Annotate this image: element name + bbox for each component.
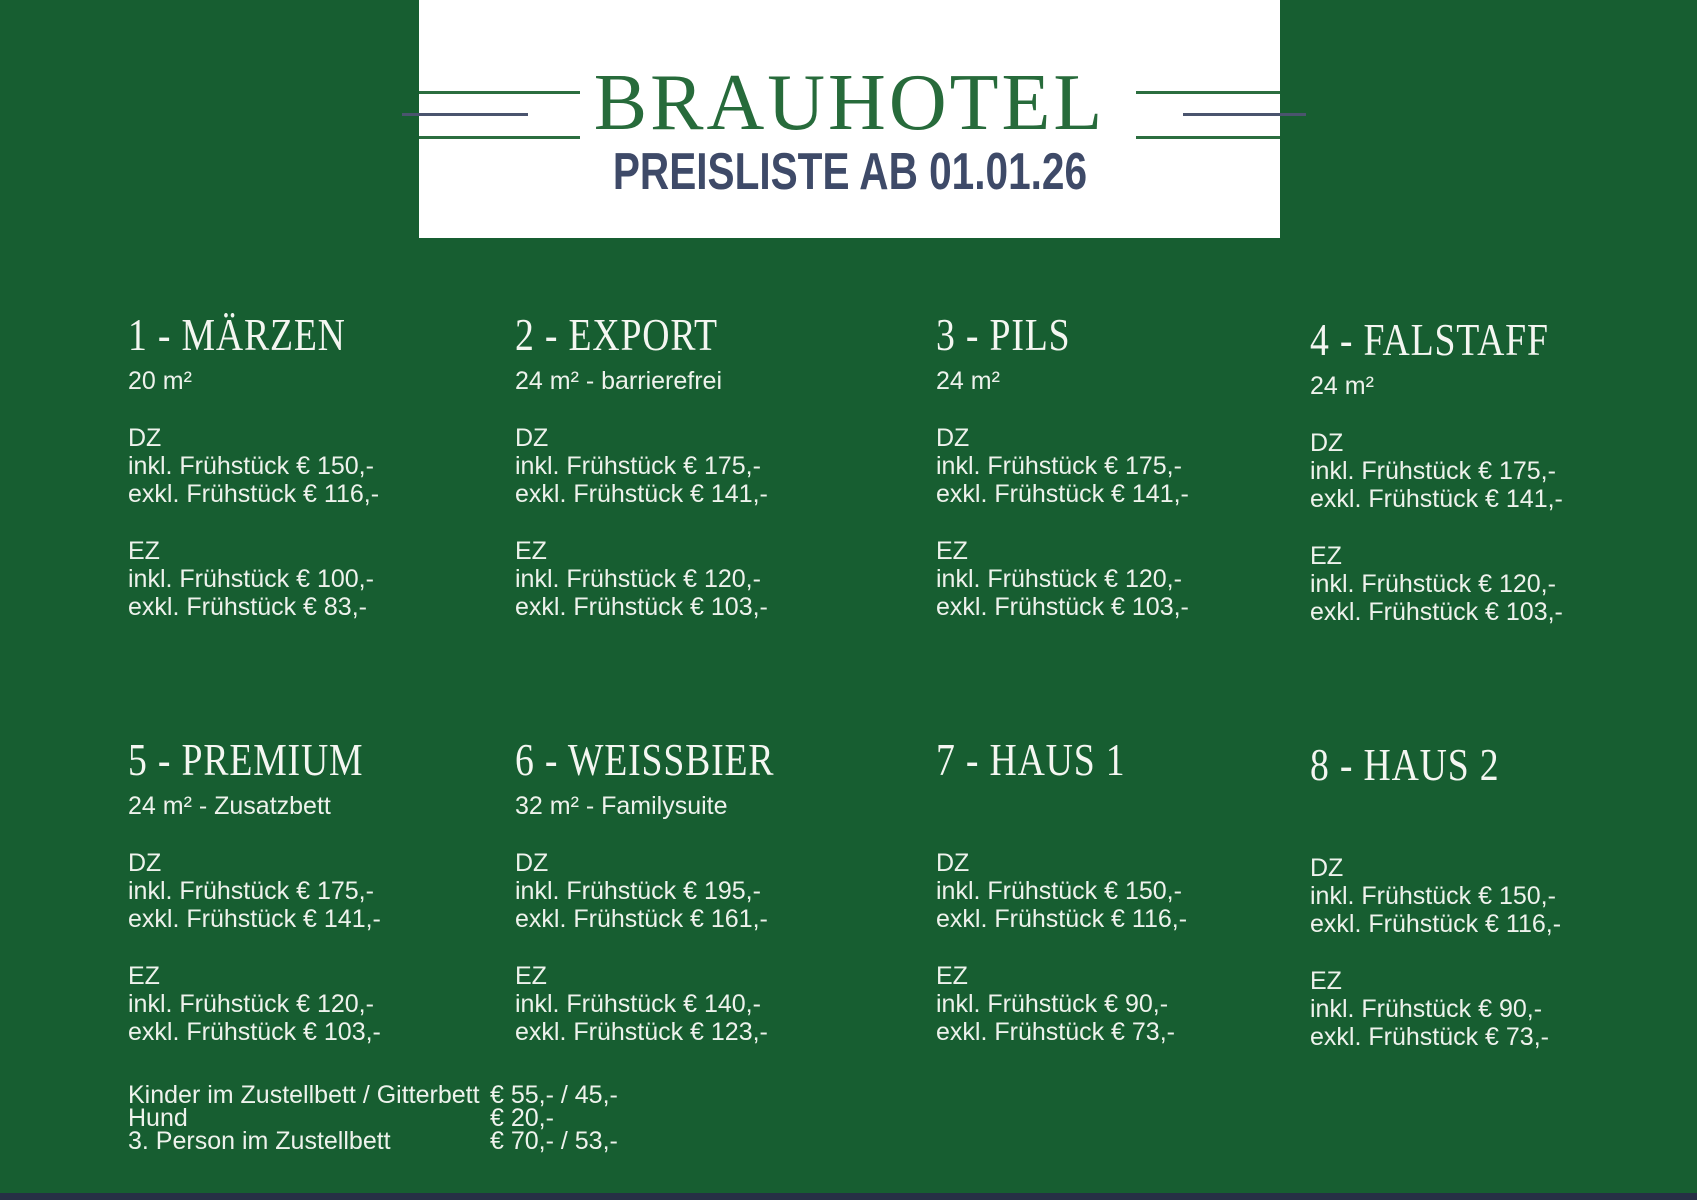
price-excl-breakfast: exkl. Frühstück € 141,-: [515, 480, 768, 508]
room-size: 32 m² - Familysuite: [515, 792, 728, 820]
price-excl-breakfast: exkl. Frühstück € 83,-: [128, 593, 367, 621]
price-excl-breakfast: exkl. Frühstück € 73,-: [936, 1018, 1175, 1046]
room-title: 6 - WEISSBIER: [515, 734, 775, 785]
price-incl-breakfast: inkl. Frühstück € 120,-: [936, 565, 1182, 593]
room-title: 5 - PREMIUM: [128, 734, 364, 785]
room-title: 1 - MÄRZEN: [128, 309, 346, 360]
price-incl-breakfast: inkl. Frühstück € 100,-: [128, 565, 374, 593]
price-incl-breakfast: inkl. Frühstück € 175,-: [515, 452, 761, 480]
room-card-6-weissbier: [515, 735, 887, 1046]
price-excl-breakfast: exkl. Frühstück € 116,-: [128, 480, 380, 508]
rate-label-ez: EZ: [936, 962, 968, 990]
rate-group-ez: [128, 962, 500, 1046]
extra-price: € 20,-: [490, 1104, 554, 1132]
room-card-4-falstaff: [1310, 315, 1682, 626]
price-incl-breakfast: inkl. Frühstück € 90,-: [1310, 995, 1543, 1023]
room-size: 20 m²: [128, 367, 192, 395]
price-excl-breakfast: exkl. Frühstück € 141,-: [1310, 485, 1563, 513]
rate-label-ez: EZ: [515, 962, 547, 990]
price-excl-breakfast: exkl. Frühstück € 103,-: [936, 593, 1189, 621]
decor-line-navy-right: [1183, 113, 1306, 116]
price-incl-breakfast: inkl. Frühstück € 90,-: [936, 990, 1169, 1018]
decor-line-green-right-top: [1136, 91, 1280, 94]
decor-line-green-right-bottom: [1136, 136, 1280, 139]
room-card-3-pils: [936, 310, 1308, 621]
room-card-2-export: [515, 310, 887, 621]
rate-group-dz: [515, 424, 887, 508]
room-size: 24 m² - Zusatzbett: [128, 792, 331, 820]
extras-list: [128, 1081, 618, 1155]
rate-label-dz: DZ: [515, 849, 549, 877]
rate-label-ez: EZ: [128, 537, 160, 565]
room-size: 24 m²: [1310, 372, 1374, 400]
rate-group-ez: [515, 962, 887, 1046]
extra-label: Hund: [128, 1104, 188, 1132]
price-excl-breakfast: exkl. Frühstück € 116,-: [1310, 910, 1562, 938]
rate-label-dz: DZ: [1310, 429, 1344, 457]
rate-group-dz: [128, 849, 500, 933]
room-size: [1310, 796, 1682, 826]
price-incl-breakfast: inkl. Frühstück € 175,-: [936, 452, 1182, 480]
footer-strip: [0, 1193, 1697, 1200]
price-excl-breakfast: exkl. Frühstück € 73,-: [1310, 1023, 1549, 1051]
rate-group-ez: [1310, 967, 1682, 1051]
room-title: 7 - HAUS 1: [936, 734, 1126, 785]
rate-label-ez: EZ: [1310, 967, 1342, 995]
rate-group-ez: [936, 962, 1308, 1046]
price-incl-breakfast: inkl. Frühstück € 175,-: [128, 877, 374, 905]
extra-label: 3. Person im Zustellbett: [128, 1127, 391, 1155]
room-title: 2 - EXPORT: [515, 309, 718, 360]
price-excl-breakfast: exkl. Frühstück € 141,-: [128, 905, 381, 933]
header-box: [419, 0, 1280, 238]
rate-group-dz: [936, 849, 1308, 933]
rate-label-dz: DZ: [1310, 854, 1344, 882]
room-title: 3 - PILS: [936, 309, 1071, 360]
extra-price: € 55,- / 45,-: [490, 1081, 618, 1109]
price-incl-breakfast: inkl. Frühstück € 120,-: [1310, 570, 1556, 598]
rate-group-ez: [128, 537, 500, 621]
rate-label-ez: EZ: [128, 962, 160, 990]
rate-group-dz: [936, 424, 1308, 508]
price-incl-breakfast: inkl. Frühstück € 120,-: [515, 565, 761, 593]
rate-label-dz: DZ: [936, 424, 970, 452]
rate-label-ez: EZ: [515, 537, 547, 565]
rate-group-dz: [128, 424, 500, 508]
rate-label-dz: DZ: [128, 424, 162, 452]
extra-row-dritte-person: [128, 1127, 618, 1155]
room-title: 4 - FALSTAFF: [1310, 314, 1549, 365]
price-incl-breakfast: inkl. Frühstück € 150,-: [936, 877, 1182, 905]
rate-group-dz: [1310, 854, 1682, 938]
room-card-1-maerzen: [128, 310, 500, 621]
price-incl-breakfast: inkl. Frühstück € 175,-: [1310, 457, 1556, 485]
price-excl-breakfast: exkl. Frühstück € 141,-: [936, 480, 1189, 508]
rate-group-ez: [936, 537, 1308, 621]
rate-group-ez: [1310, 542, 1682, 626]
price-list-subtitle: PREISLISTE AB 01.01.26: [612, 143, 1087, 201]
room-card-5-premium: [128, 735, 500, 1046]
decor-line-green-left-top: [419, 91, 580, 94]
rate-label-dz: DZ: [128, 849, 162, 877]
extra-price: € 70,- / 53,-: [490, 1127, 618, 1155]
rate-group-dz: [1310, 429, 1682, 513]
rate-label-ez: EZ: [936, 537, 968, 565]
price-excl-breakfast: exkl. Frühstück € 103,-: [128, 1018, 381, 1046]
extra-label: Kinder im Zustellbett / Gitterbett: [128, 1081, 480, 1109]
room-title: 8 - HAUS 2: [1310, 739, 1500, 790]
price-incl-breakfast: inkl. Frühstück € 150,-: [1310, 882, 1556, 910]
room-size: 24 m²: [936, 367, 1000, 395]
room-card-7-haus-1: [936, 735, 1308, 1046]
price-excl-breakfast: exkl. Frühstück € 123,-: [515, 1018, 768, 1046]
price-incl-breakfast: inkl. Frühstück € 140,-: [515, 990, 761, 1018]
price-excl-breakfast: exkl. Frühstück € 103,-: [515, 593, 768, 621]
price-excl-breakfast: exkl. Frühstück € 116,-: [936, 905, 1188, 933]
decor-line-green-left-bottom: [419, 136, 580, 139]
rate-label-dz: DZ: [515, 424, 549, 452]
price-excl-breakfast: exkl. Frühstück € 103,-: [1310, 598, 1563, 626]
room-size: 24 m² - barrierefrei: [515, 367, 722, 395]
hotel-title: BRAUHOTEL: [593, 59, 1106, 147]
room-size: [936, 791, 1308, 821]
rate-group-dz: [515, 849, 887, 933]
price-excl-breakfast: exkl. Frühstück € 161,-: [515, 905, 768, 933]
decor-line-navy-left: [402, 113, 528, 116]
price-incl-breakfast: inkl. Frühstück € 195,-: [515, 877, 761, 905]
room-card-8-haus-2: [1310, 740, 1682, 1051]
price-incl-breakfast: inkl. Frühstück € 120,-: [128, 990, 374, 1018]
rate-label-dz: DZ: [936, 849, 970, 877]
rate-label-ez: EZ: [1310, 542, 1342, 570]
rate-group-ez: [515, 537, 887, 621]
subtitle-wrap: [419, 143, 1280, 201]
price-incl-breakfast: inkl. Frühstück € 150,-: [128, 452, 374, 480]
